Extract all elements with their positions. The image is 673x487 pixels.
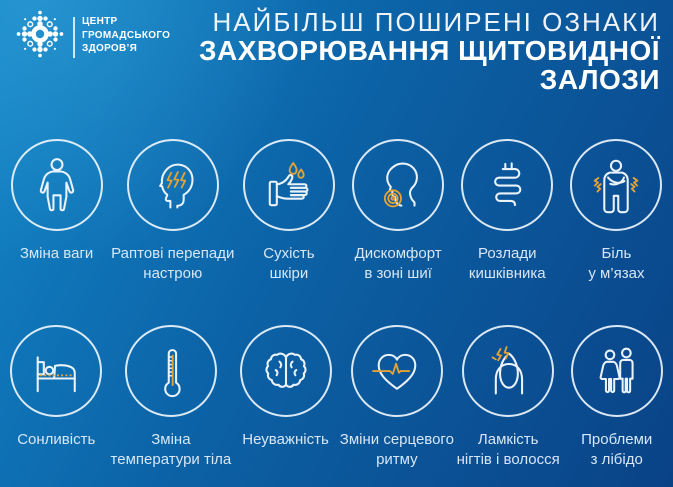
label-line-1: Сухість [263, 245, 315, 262]
bowel-disorder-icon [477, 155, 537, 215]
label-line-2: з лібідо [590, 451, 643, 468]
label-line-1: Проблеми [581, 431, 653, 448]
symptom-label [469, 244, 546, 284]
symptom-card-mood-swings [111, 139, 234, 284]
symptom-card-neck-discomfort [344, 139, 453, 284]
symptom-card-muscle-pain [562, 139, 671, 284]
logo-divider [73, 17, 75, 58]
symptom-circle [125, 325, 217, 417]
org-name-line-2: ГРОМАДСЬКОГО [82, 29, 171, 41]
symptom-card-weight-change [2, 139, 111, 284]
inattention-icon [256, 341, 316, 401]
symptom-circle [10, 325, 102, 417]
org-name-line-1: ЦЕНТР [82, 16, 118, 27]
org-name-line-3: ЗДОРОВ’Я [82, 43, 138, 54]
symptom-circle [462, 325, 554, 417]
label-line-2: у м’язах [588, 265, 645, 282]
label-line-1: Неуважність [242, 431, 329, 448]
symptom-circle [243, 139, 335, 231]
symptoms-row-2 [2, 325, 671, 470]
symptom-card-temperature-change [111, 325, 232, 470]
symptom-card-libido [562, 325, 671, 470]
brittle-nails-icon [478, 341, 538, 401]
symptoms-grid [2, 139, 671, 470]
label-line-1: Раптові перепади [111, 245, 235, 262]
symptom-card-inattention [231, 325, 340, 470]
weight-change-icon [27, 155, 87, 215]
heart-rhythm-icon [367, 341, 427, 401]
label-line-2: нігтів і волосся [456, 451, 560, 468]
symptom-label [581, 430, 652, 470]
symptom-card-bowel-disorders [453, 139, 562, 284]
label-line-2: ритму [376, 451, 418, 468]
symptom-circle [352, 139, 444, 231]
symptom-label [111, 244, 234, 284]
sleepiness-icon [26, 341, 86, 401]
symptom-circle [570, 139, 662, 231]
label-line-2: в зоні шиї [364, 265, 432, 282]
logo-block [14, 8, 171, 60]
logo-org-name [82, 15, 170, 56]
label-line-1: Зміни серцевого [339, 431, 454, 448]
symptom-card-brittle-nails [454, 325, 563, 470]
label-line-1: Біль [601, 245, 632, 262]
title-line-3: ЗАЛОЗИ [539, 64, 660, 95]
label-line-2: кишківника [468, 265, 546, 282]
symptom-card-sleepiness [2, 325, 111, 470]
label-line-1: Розлади [478, 245, 537, 262]
symptom-label [588, 244, 644, 284]
symptom-card-dry-skin [234, 139, 343, 284]
title-line-1: НАЙБІЛЬШ ПОШИРЕНІ ОЗНАКИ [212, 7, 660, 37]
temperature-change-icon [141, 341, 201, 401]
symptom-label [457, 430, 560, 470]
mood-swings-icon [143, 155, 203, 215]
symptom-circle [11, 139, 103, 231]
symptom-label [111, 430, 232, 470]
symptom-label [242, 430, 328, 450]
page-title [199, 8, 660, 94]
muscle-pain-icon [586, 155, 646, 215]
label-line-1: Дискомфорт [354, 245, 442, 262]
symptom-circle [127, 139, 219, 231]
label-line-2: настрою [143, 265, 203, 282]
label-line-1: Зміна ваги [19, 245, 94, 262]
symptom-circle [240, 325, 332, 417]
symptom-circle [461, 139, 553, 231]
dry-skin-icon [259, 155, 319, 215]
symptom-circle [351, 325, 443, 417]
symptom-label [20, 244, 94, 264]
symptom-label [355, 244, 442, 284]
symptom-card-heart-rhythm [340, 325, 454, 470]
symptom-label [340, 430, 454, 470]
title-line-2: ЗАХВОРЮВАННЯ ЩИТОВИДНОЇ [198, 35, 660, 66]
symptoms-row-1 [2, 139, 671, 284]
symptom-label [263, 244, 314, 284]
public-health-center-logo-icon [14, 8, 66, 60]
symptom-label [17, 430, 95, 450]
symptom-circle [571, 325, 663, 417]
libido-problems-icon [587, 341, 647, 401]
label-line-1: Ламкість [477, 431, 539, 448]
label-line-1: Зміна [151, 431, 191, 448]
neck-discomfort-icon [368, 155, 428, 215]
label-line-1: Сонливість [17, 431, 96, 448]
label-line-2: шкіри [269, 265, 309, 282]
label-line-2: температури тіла [110, 451, 232, 468]
